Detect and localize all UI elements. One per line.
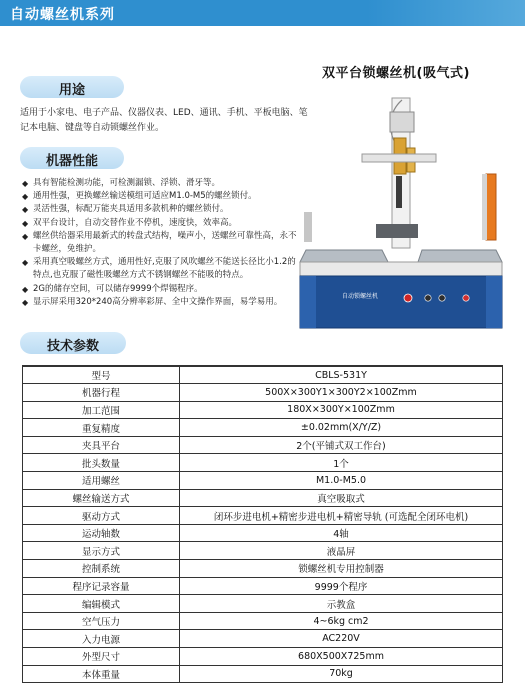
table-row [23,542,503,560]
bullet-icon: ◆ [22,179,29,188]
spec-label: 驱动方式 [23,507,180,525]
spec-label: 外型尺寸 [23,648,180,666]
left-worktable [300,250,388,262]
feature-item: ◆ 2G的储存空间，可以储存9999个焊锡程序。 [22,283,297,296]
spec-label: 适用螺丝 [23,472,180,490]
machine-base-top [300,262,502,276]
spec-value: 1个 [180,454,503,472]
spec-label: 本体重量 [23,665,180,683]
machine-illustration [296,92,506,330]
section-features-title: 机器性能 [45,154,98,169]
spec-label: 运动轴数 [23,524,180,542]
spec-value: AC220V [180,630,503,648]
spec-value: 2个(平铺式双工作台) [180,436,503,454]
table-row [23,384,503,402]
table-row [23,419,503,437]
spec-label: 加工范围 [23,401,180,419]
stop-button-icon [463,295,469,301]
section-usage-pill [20,76,124,98]
spec-value: 70kg [180,665,503,683]
table-row [23,648,503,666]
spec-label: 空气压力 [23,612,180,630]
bullet-icon: ◆ [22,205,29,215]
bullet-icon: ◆ [22,218,29,228]
table-row [23,612,503,630]
table-row [23,507,503,525]
screwdriver-bit [396,176,402,208]
spec-value: 680X500X725mm [180,648,503,666]
spec-value: 锁螺丝机专用控制器 [180,560,503,578]
usage-text: 适用于小家电、电子产品、仪器仪表、LED、通讯、手机、平板电脑、笔记本电脑、键盘等自动锁螺丝作业。 [20,108,308,133]
machine-front-right [486,276,502,328]
reset-button-icon [439,295,445,301]
machine-motor [390,112,414,132]
header-bar [0,0,525,26]
table-row [23,489,503,507]
feature-item: ◆ 具有智能检测功能，可检测漏锁、浮锁、滑牙等。 [22,177,297,190]
machine-front-panel [300,276,502,328]
feature-item: ◆ 显示屏采用320*240高分辨率彩屏、全中文操作界面，易学易用。 [22,296,297,309]
feature-item: ◆ 灵活性强，标配万能夹具适用多款机种的螺丝锁付。 [22,203,297,216]
bullet-icon: ◆ [22,258,29,268]
spec-label: 编辑模式 [23,595,180,613]
machine-panel-label: 自动锁螺丝机 [342,293,379,300]
right-worktable [418,250,502,262]
bullet-icon: ◆ [22,231,29,241]
table-row [23,454,503,472]
machine-side-cover [486,174,496,240]
spec-value: ±0.02mm(X/Y/Z) [180,419,503,437]
section-specs-pill [20,332,126,354]
spec-label: 批头数量 [23,454,180,472]
table-row [23,560,503,578]
machine-side-rail [482,174,487,240]
bullet-icon: ◆ [22,192,29,202]
spec-label: 重复精度 [23,419,180,437]
table-row [23,665,503,683]
spec-value: CBLS-531Y [180,366,503,384]
spec-label: 控制系统 [23,560,180,578]
table-row [23,595,503,613]
start-button-icon [425,295,431,301]
section-specs-title: 技术参数 [46,339,99,354]
spec-value: 500X×300Y1×300Y2×100Zmm [180,384,503,402]
table-row [23,524,503,542]
spec-value: 9999个程序 [180,577,503,595]
feature-item: ◆ 螺丝供给器采用最新式的转盘式结构，噪声小，送螺丝可靠性高，永不卡螺丝，免维护。 [22,230,297,255]
product-title: 双平台锁螺丝机(吸气式) [322,66,470,81]
spec-table [22,365,503,683]
spec-value: 4~6kg cm2 [180,612,503,630]
table-row [23,366,503,384]
spec-label: 机器行程 [23,384,180,402]
section-usage-title: 用途 [58,83,85,98]
table-row [23,472,503,490]
section-features-pill [20,147,124,169]
spec-value: 闭环步进电机+精密步进电机+精密导轨 (可选配全闭环电机) [180,507,503,525]
feature-item: ◆ 采用真空吸螺丝方式，通用性好,克服了风吹螺丝不能送长径比小1.2的特点,也克服了磁性吸螺丝方式不锈钢螺丝不能吸的特点。 [22,257,296,281]
spec-value: 液晶屏 [180,542,503,560]
machine-front-left [300,276,316,328]
table-row [23,577,503,595]
spec-value: 180X×300Y×100Zmm [180,401,503,419]
table-row [23,630,503,648]
machine-carriage [376,224,418,238]
table-row [23,436,503,454]
spec-value: 4轴 [180,524,503,542]
machine-left-post [304,212,312,242]
spec-value: 真空吸取式 [180,489,503,507]
machine-gantry [362,154,436,162]
spec-label: 程序记录容量 [23,577,180,595]
spec-label: 螺丝输送方式 [23,489,180,507]
bullet-icon: ◆ [22,284,29,294]
spec-label: 显示方式 [23,542,180,560]
feature-item: ◆ 通用性强，更换螺丝输送模组可适应M1.0-M5的螺丝锁付。 [22,190,297,203]
spec-label: 入力电源 [23,630,180,648]
features-list [22,177,297,309]
spec-value: 示教盒 [180,595,503,613]
header-title: 自动螺丝机系列 [10,7,115,23]
spec-label: 夹具平台 [23,436,180,454]
bullet-icon: ◆ [22,297,29,307]
feature-item: ◆ 双平台设计，自动交替作业不停机，速度快，效率高。 [22,217,297,230]
spec-value: M1.0-M5.0 [180,472,503,490]
table-row [23,401,503,419]
emergency-button-icon [404,294,412,302]
spec-label: 型号 [23,366,180,384]
